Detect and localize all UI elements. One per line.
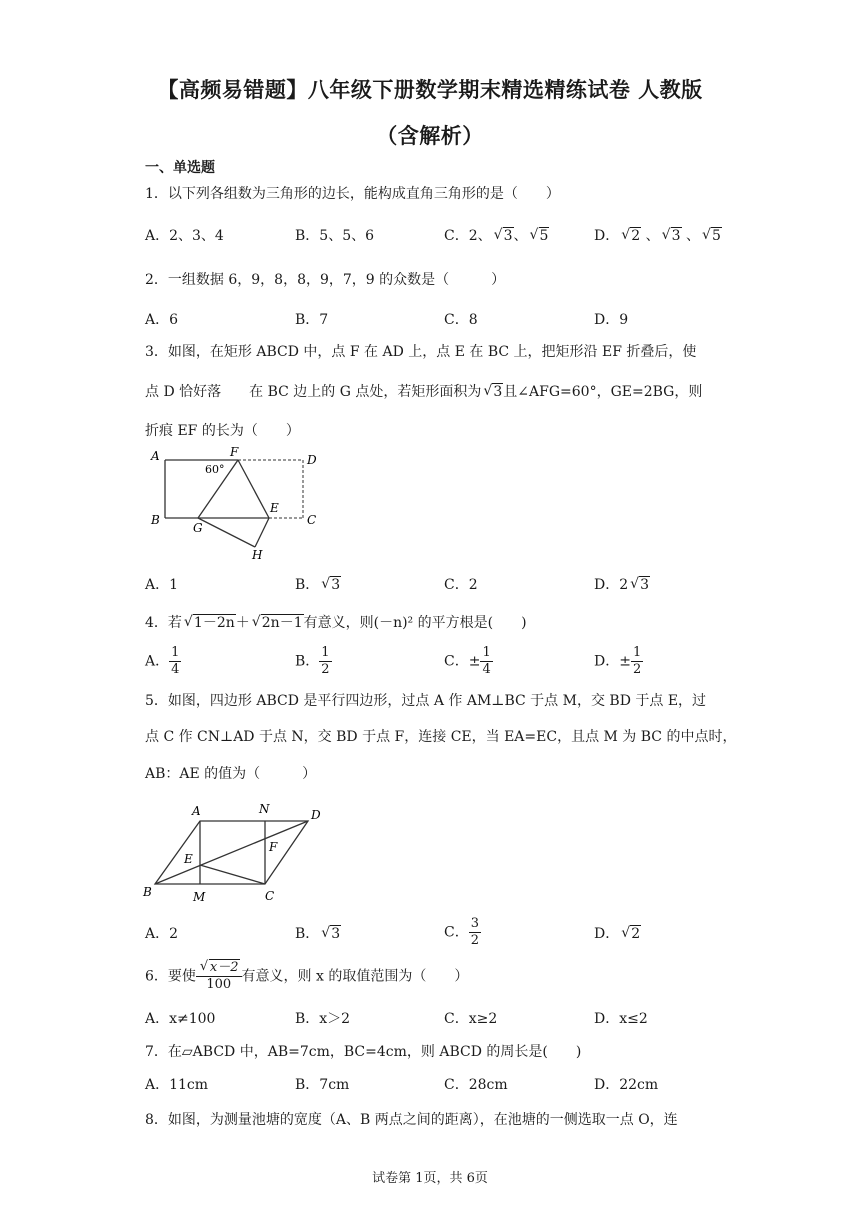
question-6-option-b: B．x＞2	[295, 1011, 351, 1027]
fig3-label-B: B	[151, 513, 160, 527]
fig3-edge-GH	[198, 518, 255, 547]
question-7-option-b: B．7cm	[295, 1077, 350, 1093]
fig3-angle-label: 60°	[205, 463, 225, 476]
fig5-label-C: C	[265, 889, 275, 903]
page-title: 【高频易错题】八年级下册数学期末精选精练试卷 人教版	[157, 78, 703, 102]
question-3-line-3: 折痕 EF 的长为（ ）	[145, 423, 300, 439]
fig3-label-E: E	[270, 501, 279, 515]
question-3-option-d: D．2√ 3	[594, 575, 650, 595]
question-5-option-c: C． $\frac{3}{2}$	[444, 916, 479, 948]
fig3-label-F: F	[230, 445, 239, 459]
question-3-option-a: A．1	[145, 577, 179, 593]
fig5-label-A: A	[192, 804, 201, 818]
question-6-option-c: C．x≥2	[444, 1011, 498, 1027]
question-4-option-b: B． $\frac{1}{2}$	[295, 645, 330, 677]
question-5-line-2: 点 C 作 CN⊥AD 于点 N，交 BD 于点 F，连接 CE，当 EA=EC，且点 M 为 BC 的中点时，	[145, 729, 737, 745]
question-7-option-c: C．28cm	[444, 1077, 508, 1093]
question-4-option-c: C．± $\frac{1}{4}$	[444, 645, 491, 677]
question-4-stem: 4．若√ 1－2n＋√ 2n－1有意义，则(－n)² 的平方根是( )	[145, 613, 527, 633]
fig5-label-N: N	[259, 802, 270, 816]
fig3-label-H: H	[252, 548, 263, 562]
question-3-option-c: C．2	[444, 577, 478, 593]
fig5-label-F: F	[269, 840, 278, 854]
page-footer: 试卷第 1页，共 6页	[372, 1171, 488, 1186]
fig3-label-G: G	[193, 521, 203, 535]
question-5-line-3: AB：AE 的值为（ ）	[145, 766, 317, 782]
fig5-label-D: D	[311, 808, 321, 822]
fig3-edge-HE	[255, 518, 269, 547]
question-1-stem: 1．以下列各组数为三角形的边长，能构成直角三角形的是（ ）	[145, 186, 560, 202]
question-2-option-c: C．8	[444, 312, 478, 328]
question-6-option-d: D．x≤2	[594, 1011, 648, 1027]
fig5-label-B: B	[143, 885, 152, 899]
question-3-line-1: 3．如图，在矩形 ABCD 中，点 F 在 AD 上，点 E 在 BC 上，把矩形沿 EF 折叠后，使	[145, 344, 697, 360]
question-3-figure	[145, 444, 325, 564]
question-4-option-d: D．± $\frac{1}{2}$	[594, 645, 642, 677]
fig3-edge-FE	[238, 460, 269, 518]
question-5-option-d: D．√ 2	[594, 924, 641, 944]
question-2-option-b: B．7	[295, 312, 329, 328]
question-2-option-d: D．9	[594, 312, 629, 328]
question-3-option-b: B．√ 3	[295, 575, 341, 595]
fig3-label-A: A	[151, 449, 160, 463]
question-7-option-d: D．22cm	[594, 1077, 659, 1093]
page-subtitle: （含解析）	[376, 124, 484, 148]
question-5-figure	[140, 798, 340, 908]
question-5-option-b: B．√ 3	[295, 924, 341, 944]
question-5-option-a: A．2	[145, 926, 179, 942]
question-5-line-1: 5．如图，四边形 ABCD 是平行四边形，过点 A 作 AM⊥BC 于点 M，交 BD 于点 E，过	[145, 693, 707, 709]
question-7-stem: 7．在▱ABCD 中，AB=7cm，BC=4cm，则 ABCD 的周长是( )	[145, 1044, 582, 1060]
fig5-label-M: M	[193, 890, 206, 904]
question-3-line-2: 点 D 恰好落 在 BC 边上的 G 点处，若矩形面积为√ 3且∠AFG=60°，GE=2BG，则	[145, 382, 702, 402]
question-8-line-1: 8．如图，为测量池塘的宽度（A、B 两点之间的距离），在池塘的一侧选取一点 O，连	[145, 1112, 678, 1128]
question-4-option-a: A． $\frac{1}{4}$	[145, 645, 180, 677]
section-heading: 一、单选题	[145, 160, 215, 176]
question-6-option-a: A．x≠100	[145, 1011, 216, 1027]
fig5-segment-CE	[200, 865, 265, 884]
question-1-option-c: C．2、√ 3、√ 5	[444, 226, 549, 246]
question-2-option-a: A．6	[145, 312, 179, 328]
fig5-label-E: E	[184, 852, 193, 866]
fig3-label-D: D	[307, 453, 317, 467]
question-1-option-a: A．2、3、4	[145, 228, 224, 244]
question-6-stem: 6．要使 √ $\frac{x-2}{100}$ 有意义，则 x 的取值范围为（ ）	[145, 960, 468, 993]
question-1-option-b: B．5、5、6	[295, 228, 375, 244]
question-7-option-a: A．11cm	[145, 1077, 209, 1093]
question-2-stem: 2．一组数据 6，9，8，8，9，7，9 的众数是（ ）	[145, 272, 506, 288]
question-1-option-d: D．√ 2 、√ 3 、√ 5	[594, 226, 722, 246]
fig3-label-C: C	[307, 513, 317, 527]
